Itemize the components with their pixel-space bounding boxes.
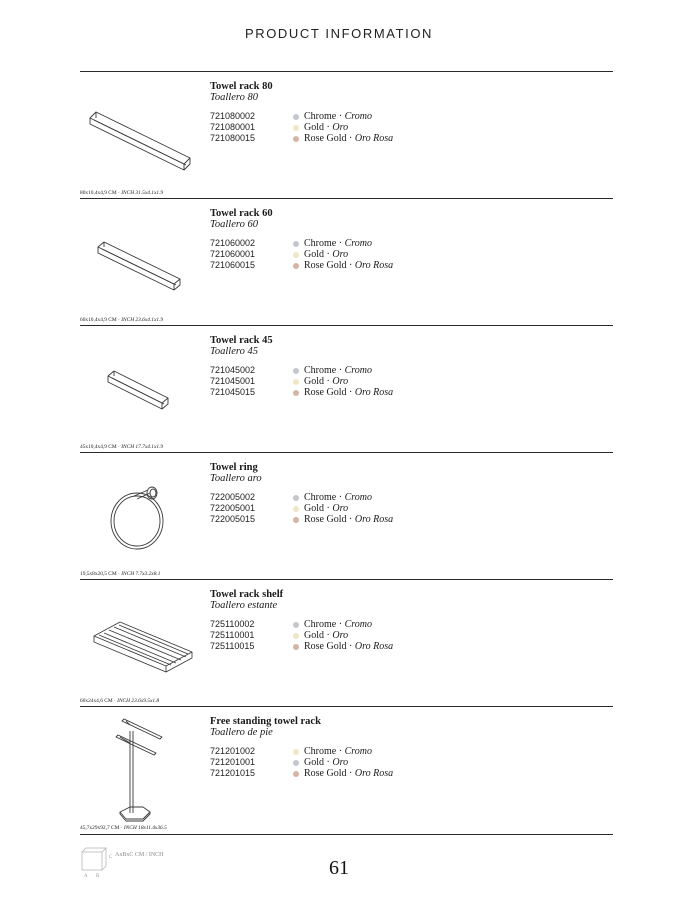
- product-towel-rack-45: [80, 326, 613, 453]
- variant-list: [210, 238, 510, 271]
- product-code: 721045015: [210, 387, 256, 397]
- finish-swatch: [293, 241, 299, 247]
- dimensions: 80x10,4x4,9 CM · INCH 31.5x4.1x1.9: [80, 190, 164, 196]
- product-code: 725110015: [210, 641, 255, 651]
- variant-row: [210, 111, 510, 122]
- product-code: 721060001: [210, 249, 256, 259]
- product-name-spanish: Toallero estante: [210, 600, 278, 611]
- product-code: 722005015: [210, 514, 256, 524]
- towel-rack-icon: [82, 336, 200, 436]
- dimensions: 60x24x4,6 CM · INCH 23.6x9.5x1.8: [80, 698, 160, 704]
- towel-ring-icon: [82, 463, 200, 563]
- variant-row: [210, 365, 510, 376]
- product-towel-rack-80: [80, 72, 613, 199]
- product-code: 721045001: [210, 376, 256, 386]
- variant-row: [210, 376, 510, 387]
- finish-label: Chrome · Cromo: [304, 619, 372, 630]
- product-name-spanish: Toallero aro: [210, 473, 262, 484]
- variant-row: [210, 387, 510, 398]
- product-code: 721060015: [210, 260, 256, 270]
- finish-swatch: [293, 644, 299, 650]
- finish-label: Rose Gold · Oro Rosa: [304, 641, 394, 652]
- variant-row: [210, 619, 510, 630]
- variant-row: [210, 514, 510, 525]
- product-name-spanish: Toallero 45: [210, 346, 258, 357]
- variant-list: [210, 365, 510, 398]
- dimension-legend: AxBxC CM / INCH: [115, 852, 164, 858]
- finish-swatch: [293, 136, 299, 142]
- finish-label: Gold · Oro: [304, 376, 349, 387]
- finish-label: Rose Gold · Oro Rosa: [304, 387, 394, 398]
- finish-label: Gold · Oro: [304, 503, 349, 514]
- variant-row: [210, 503, 510, 514]
- finish-label: Gold · Oro: [304, 757, 349, 768]
- towel-rack-icon: [82, 82, 200, 182]
- dimensions: 19,5x8x20,5 CM · INCH 7.7x3.2x8.1: [80, 571, 161, 577]
- variant-row: [210, 492, 510, 503]
- variant-row: [210, 260, 510, 271]
- finish-label: Chrome · Cromo: [304, 238, 372, 249]
- finish-swatch: [293, 368, 299, 374]
- towel-shelf-icon: [82, 590, 200, 690]
- axis-label-a: A: [84, 874, 88, 879]
- finish-label: Chrome · Cromo: [304, 111, 372, 122]
- variant-row: [210, 768, 510, 779]
- product-name: Towel rack 60: [210, 208, 273, 219]
- page-title: PRODUCT INFORMATION: [244, 26, 434, 41]
- product-code: 722005002: [210, 492, 256, 502]
- variant-row: [210, 757, 510, 768]
- variant-row: [210, 746, 510, 757]
- finish-swatch: [293, 771, 299, 777]
- finish-swatch: [293, 390, 299, 396]
- finish-label: Rose Gold · Oro Rosa: [304, 133, 394, 144]
- finish-swatch: [293, 263, 299, 269]
- finish-swatch: [293, 760, 299, 766]
- product-code: 721080002: [210, 111, 256, 121]
- product-code: 721201002: [210, 746, 256, 756]
- variant-list: [210, 492, 510, 525]
- finish-label: Chrome · Cromo: [304, 365, 372, 376]
- variant-list: [210, 619, 510, 652]
- finish-label: Rose Gold · Oro Rosa: [304, 768, 394, 779]
- finish-swatch: [293, 379, 299, 385]
- product-name: Towel ring: [210, 462, 258, 473]
- product-name: Towel rack shelf: [210, 589, 284, 600]
- product-name-spanish: Toallero 80: [210, 92, 258, 103]
- finish-swatch: [293, 749, 299, 755]
- product-code: 721060002: [210, 238, 256, 248]
- product-name: Towel rack 80: [210, 81, 273, 92]
- finish-swatch: [293, 633, 299, 639]
- finish-label: Rose Gold · Oro Rosa: [304, 260, 394, 271]
- dimensions: 45x10,4x4,9 CM · INCH 17.7x4.1x1.9: [80, 444, 164, 450]
- divider: [80, 834, 613, 835]
- finish-label: Rose Gold · Oro Rosa: [304, 514, 394, 525]
- dimensions: 45,7x29x92,7 CM · INCH 18x11.4x36.5: [80, 825, 167, 831]
- finish-label: Gold · Oro: [304, 122, 349, 133]
- product-name: Towel rack 45: [210, 335, 273, 346]
- axis-label-b: B: [96, 874, 100, 879]
- variant-row: [210, 249, 510, 260]
- towel-rack-icon: [82, 209, 200, 309]
- product-towel-rack-shelf: [80, 580, 613, 707]
- finish-swatch: [293, 506, 299, 512]
- page-number: 61: [329, 857, 349, 879]
- finish-label: Gold · Oro: [304, 249, 349, 260]
- product-code: 725110002: [210, 619, 255, 629]
- finish-swatch: [293, 622, 299, 628]
- product-code: 721080015: [210, 133, 256, 143]
- variant-row: [210, 133, 510, 144]
- product-free-standing-towel-rack: [80, 707, 613, 834]
- finish-label: Chrome · Cromo: [304, 492, 372, 503]
- product-towel-rack-60: [80, 199, 613, 326]
- product-name: Free standing towel rack: [210, 716, 321, 727]
- variant-list: [210, 746, 510, 779]
- axis-label-c: C: [109, 855, 113, 860]
- product-code: 721080001: [210, 122, 256, 132]
- product-towel-ring: [80, 453, 613, 580]
- variant-row: [210, 122, 510, 133]
- finish-swatch: [293, 114, 299, 120]
- product-code: 721201001: [210, 757, 256, 767]
- finish-swatch: [293, 495, 299, 501]
- finish-swatch: [293, 252, 299, 258]
- variant-row: [210, 238, 510, 249]
- product-code: 721045002: [210, 365, 256, 375]
- dimensions: 60x10,4x4,9 CM · INCH 23.6x4.1x1.9: [80, 317, 164, 323]
- product-code: 722005001: [210, 503, 256, 513]
- product-name-spanish: Toallero de pie: [210, 727, 273, 738]
- finish-swatch: [293, 125, 299, 131]
- product-code: 721201015: [210, 768, 256, 778]
- variant-row: [210, 641, 510, 652]
- finish-label: Chrome · Cromo: [304, 746, 372, 757]
- finish-swatch: [293, 517, 299, 523]
- variant-list: [210, 111, 510, 144]
- variant-row: [210, 630, 510, 641]
- product-name-spanish: Toallero 60: [210, 219, 258, 230]
- standing-rack-icon: [82, 709, 200, 825]
- finish-label: Gold · Oro: [304, 630, 349, 641]
- product-code: 725110001: [210, 630, 255, 640]
